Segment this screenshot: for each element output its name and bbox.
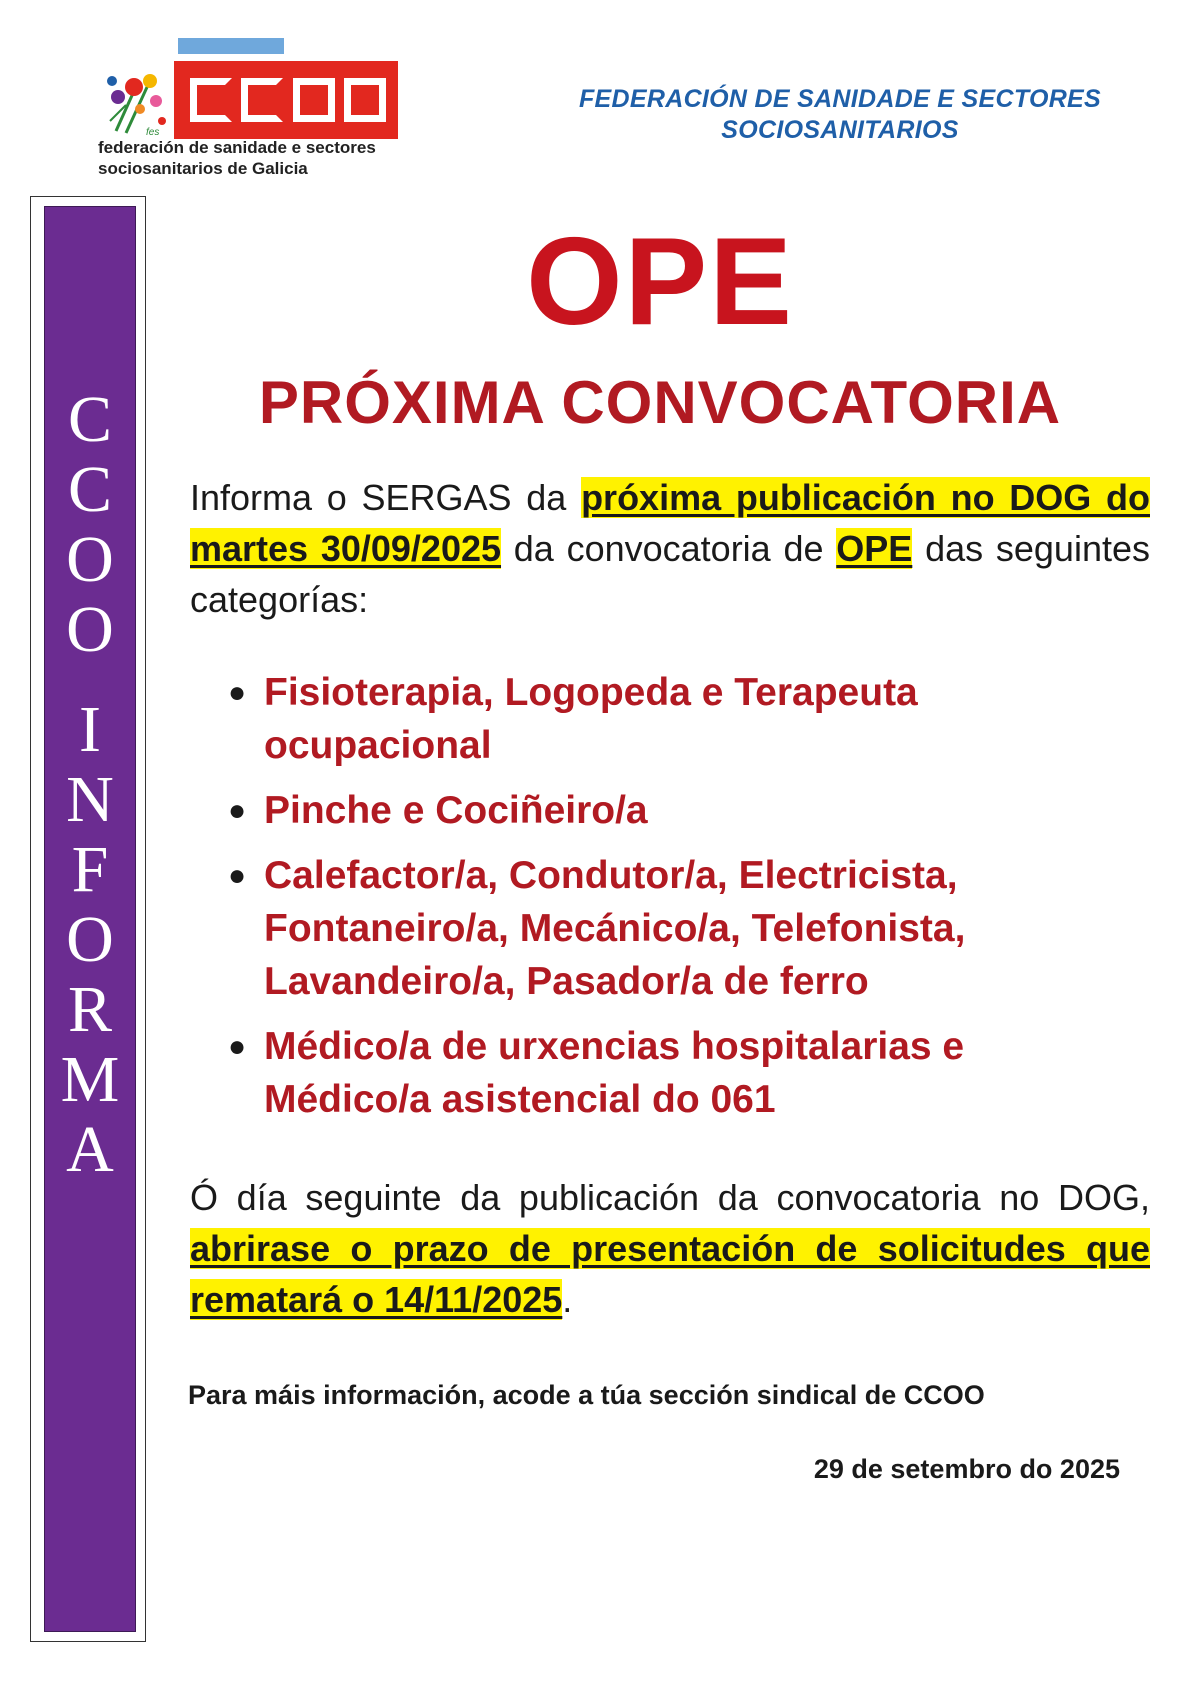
deadline-highlight: abrirase o prazo de presentación de solicitudes que rematará o 14/11/2025	[190, 1228, 1150, 1320]
fes-logo-mark: fes	[146, 127, 160, 138]
category-list	[224, 666, 1124, 1138]
federation-header	[560, 84, 1120, 146]
list-item-label: Calefactor/a, Condutor/a, Electricista, Fontaneiro/a, Mecánico/a, Telefonista, Lavandeiro/a, Pasador/a de ferro	[264, 854, 966, 1003]
page-subtitle: PRÓXIMA CONVOCATORIA	[258, 369, 1062, 436]
list-item	[224, 1020, 1124, 1126]
deadline-text: Ó día seguinte da publicación da convocatoria no DOG,	[190, 1177, 1150, 1218]
intro-highlight-ope: OPE	[836, 528, 913, 569]
list-item	[224, 849, 1124, 1008]
federation-line2: SOCIOSANITARIOS	[721, 116, 959, 144]
list-item-label: Médico/a de urxencias hospitalarias e Médico/a asistencial do 061	[264, 1025, 965, 1121]
logo-accent-bar	[178, 38, 284, 54]
intro-paragraph	[190, 472, 1150, 625]
logo-letter-c2	[241, 78, 283, 122]
band-letter: C	[67, 453, 113, 526]
logo-letter-o2	[344, 78, 386, 122]
deadline-text: .	[562, 1279, 573, 1320]
page-title: OPE	[526, 213, 794, 351]
logo-letter-c1	[190, 78, 232, 122]
logo-caption-line1: federación de sanidade e sectores	[98, 138, 376, 157]
ccoo-informa-band	[44, 206, 136, 1632]
flowers-logo-icon	[96, 61, 174, 139]
bullet-icon: ●	[228, 859, 247, 892]
list-item-label: Pinche e Cociñeiro/a	[264, 789, 648, 832]
bullet-icon: ●	[228, 794, 247, 827]
band-letter: N	[66, 763, 114, 836]
logo-caption	[98, 137, 376, 179]
intro-highlight-date: próxima publicación no DOG do martes 30/09/2025	[190, 477, 1150, 569]
bullet-icon: ●	[228, 1030, 247, 1063]
band-letter: O	[66, 903, 114, 976]
intro-text: da convocatoria de	[501, 528, 837, 569]
band-letter: C	[67, 383, 113, 456]
ccoo-logo-letters	[190, 72, 386, 128]
deadline-paragraph	[190, 1172, 1150, 1325]
federation-line1: FEDERACIÓN DE SANIDADE E SECTORES	[578, 85, 1101, 113]
intro-text: Informa o SERGAS da	[190, 477, 582, 518]
band-letter: M	[60, 1043, 120, 1116]
logo-caption-line2: sociosanitarios de Galicia	[98, 159, 308, 178]
list-item	[224, 784, 1124, 837]
band-letter: A	[66, 1113, 114, 1186]
band-letter: R	[67, 973, 113, 1046]
list-item	[224, 666, 1124, 772]
footer-info: Para máis información, acode a túa sección sindical de CCOO	[188, 1380, 985, 1410]
logo-letter-o1	[293, 78, 335, 122]
band-letter: I	[79, 693, 101, 766]
bullet-icon: ●	[228, 676, 247, 709]
band-letter: O	[66, 593, 114, 666]
band-letter: O	[66, 523, 114, 596]
footer-date: 29 de setembro do 2025	[813, 1454, 1120, 1484]
band-letter: F	[71, 833, 109, 906]
list-item-label: Fisioterapia, Logopeda e Terapeuta ocupacional	[264, 671, 918, 767]
intro-text: das seguintes categorías:	[190, 528, 1150, 620]
